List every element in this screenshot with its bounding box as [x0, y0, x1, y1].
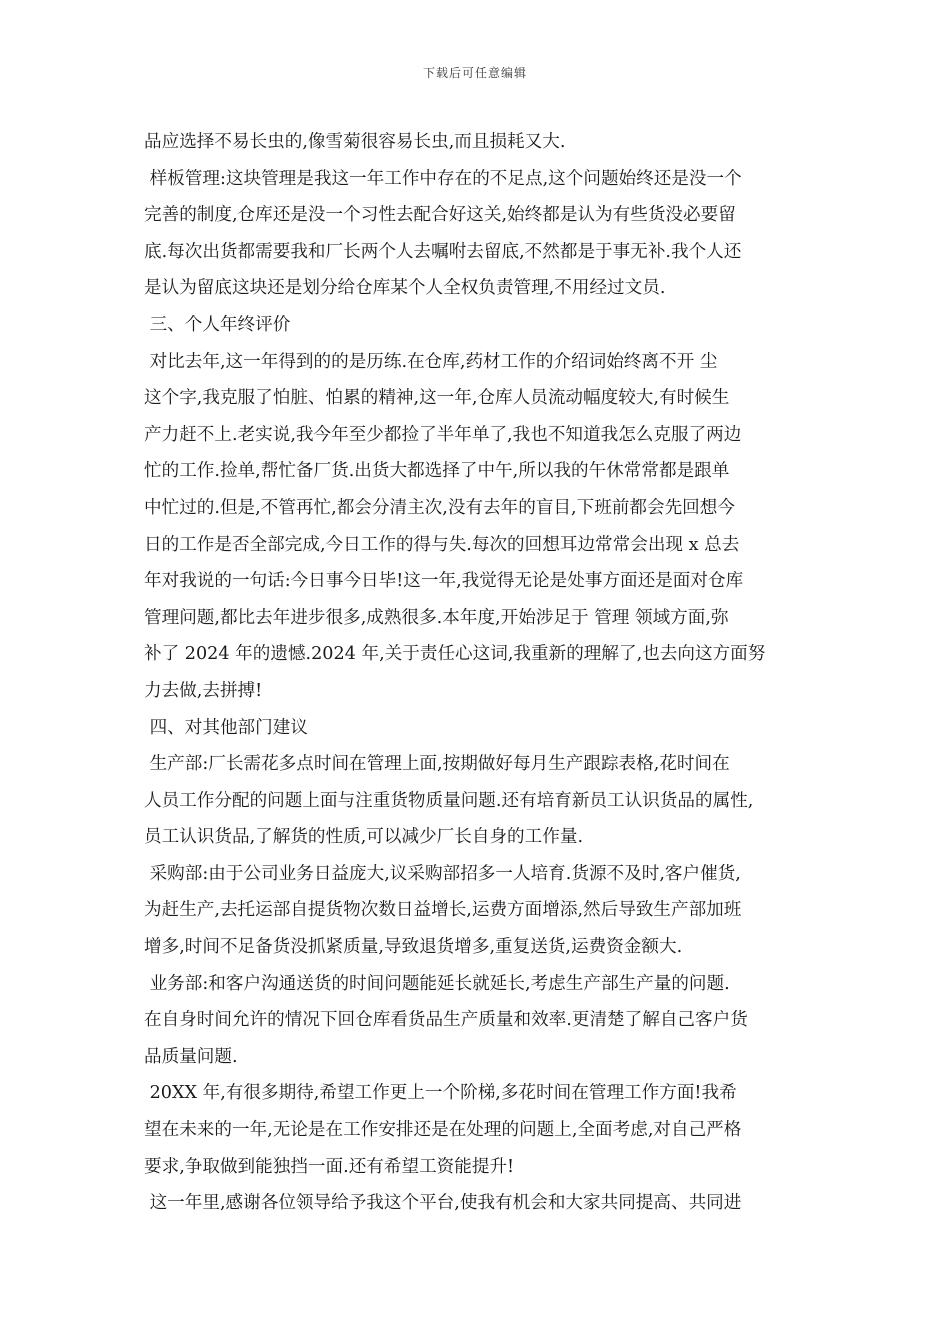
text-line: 品质量问题.	[144, 1046, 238, 1067]
text-line: 要求,争取做到能独挡一面.还有希望工资能提升!	[144, 1156, 515, 1177]
text-line: 底.每次出货都需要我和厂长两个人去嘱咐去留底,不然都是于事无补.我个人还	[144, 241, 742, 262]
document-body	[144, 124, 810, 1222]
text-line: 生产部:厂长需花多点时间在管理上面,按期做好每月生产跟踪表格,花时间在	[144, 754, 730, 775]
text-line: 完善的制度,仓库还是没一个习性去配合好这关,始终都是认为有些货没必要留	[144, 205, 736, 226]
text-line: 管理问题,都比去年进步很多,成熟很多.本年度,开始涉足于 管理 领域方面,弥	[144, 607, 729, 628]
text-line: 这一年里,感谢各位领导给予我这个平台,使我有机会和大家共同提高、共同进	[144, 1193, 742, 1214]
text-line: 采购部:由于公司业务日益庞大,议采购部招多一人培育.货源不及时,客户催货,	[144, 863, 741, 884]
text-line: 忙的工作.捡单,帮忙备厂货.出货大都选择了中午,所以我的午休常常都是跟单	[144, 461, 730, 482]
text-line: 是认为留底这块还是划分给仓库某个人全权负责管理,不用经过文员.	[144, 278, 666, 299]
text-line: 在自身时间允许的情况下回仓库看货品生产质量和效率.更清楚了解自己客户货	[144, 1010, 748, 1031]
text-line: 补了 2024 年的遗憾.2024 年,关于责任心这词,我重新的理解了,也去向这方面努	[144, 644, 766, 665]
text-line: 增多,时间不足备货没抓紧质量,导致退货增多,重复送货,运费资金额大.	[144, 937, 683, 958]
page-header: 下载后可任意编辑	[422, 66, 527, 80]
text-line: 品应选择不易长虫的,像雪菊很容易长虫,而且损耗又大.	[144, 132, 566, 152]
text-line: 业务部:和客户沟通送货的时间问题能延长就延长,考虑生产部生产量的问题.	[144, 973, 730, 994]
text-line: 人员工作分配的问题上面与注重货物质量问题.还有培育新员工认识货品的属性,	[144, 790, 754, 811]
text-line: 这个字,我克服了怕脏、怕累的精神,这一年,仓库人员流动幅度较大,有时候生	[144, 388, 730, 409]
text-line: 产力赶不上.老实说,我今年至少都捡了半年单了,我也不知道我怎么克服了两边	[144, 424, 742, 445]
text-line: 中忙过的.但是,不管再忙,都会分清主次,没有去年的盲目,下班前都会先回想今	[144, 497, 735, 518]
text-line: 20XX 年,有很多期待,希望工作更上一个阶梯,多花时间在管理工作方面!我希	[144, 1083, 737, 1104]
text-line: 为赶生产,去托运部自提货物次数日益增长,运费方面增添,然后导致生产部加班	[144, 900, 742, 921]
text-line: 员工认识货品,了解货的性质,可以减少厂长自身的工作量.	[144, 827, 584, 848]
text-line: 三、个人年终评价	[144, 314, 291, 335]
text-line: 对比去年,这一年得到的的是历练.在仓库,药材工作的介绍词始终离不开 尘	[144, 351, 718, 372]
text-line: 年对我说的一句话:今日事今日毕!这一年,我觉得无论是处事方面还是面对仓库	[144, 571, 744, 592]
text-line: 日的工作是否全部完成,今日工作的得与失.每次的回想耳边常常会出现 x 总去	[144, 534, 740, 555]
text-line: 四、对其他部门建议	[144, 717, 308, 738]
text-line: 望在未来的一年,无论是在工作安排还是在处理的问题上,全面考虑,对自己严格	[144, 1120, 742, 1141]
text-line: 样板管理:这块管理是我这一年工作中存在的不足点,这个问题始终还是没一个	[144, 168, 742, 189]
text-line: 力去做,去拼搏!	[144, 680, 263, 701]
